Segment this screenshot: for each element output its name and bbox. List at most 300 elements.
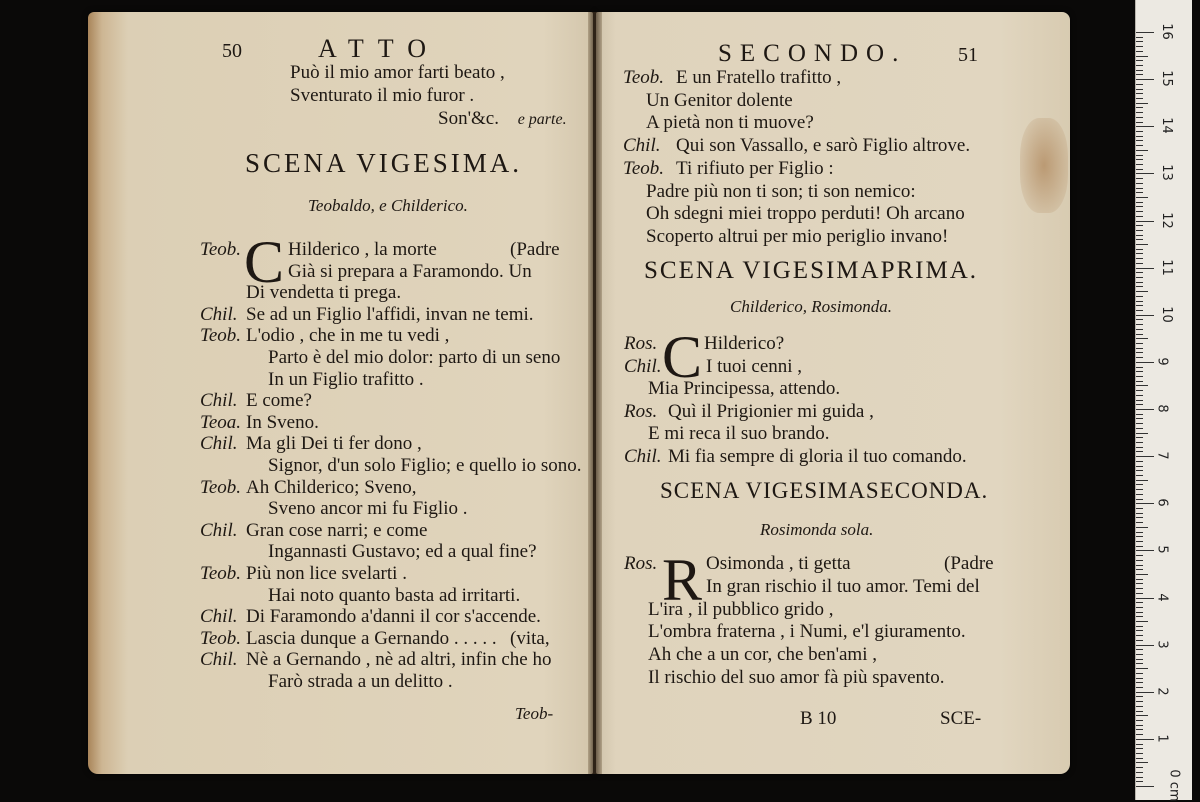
drop-cap: R	[662, 547, 703, 613]
ruler-minor-tick	[1136, 607, 1143, 608]
ruler-minor-tick	[1136, 107, 1143, 108]
ruler-minor-tick	[1136, 150, 1148, 151]
ruler-tick	[1136, 126, 1154, 127]
dialogue-text: In gran rischio il tuo amor. Temi del	[706, 575, 980, 597]
ruler-minor-tick	[1136, 678, 1143, 679]
scene-title: SCENA VIGESIMAPRIMA.	[644, 257, 979, 284]
dialogue-line	[200, 411, 319, 434]
ruler-tick	[1136, 79, 1154, 80]
ruler-minor-tick	[1136, 418, 1143, 419]
dialogue-line	[648, 644, 877, 666]
ruler-minor-tick	[1136, 159, 1143, 160]
ruler-minor-tick	[1136, 305, 1143, 306]
ruler-minor-tick	[1136, 343, 1143, 344]
catchword: Teob-	[515, 704, 554, 723]
speaker-label: Chil.	[200, 390, 238, 412]
signature-mark: B 10	[800, 708, 837, 729]
ruler-minor-tick	[1136, 225, 1143, 226]
speaker-label: Chil.	[200, 303, 238, 325]
dialogue-text: Signor, d'un solo Figlio; e quello io sono.	[268, 455, 582, 476]
dialogue-line	[268, 369, 424, 391]
ruler-minor-tick	[1136, 541, 1143, 542]
ruler-minor-tick	[1136, 706, 1143, 707]
ruler-minor-tick	[1136, 682, 1143, 683]
dialogue-line	[648, 423, 830, 445]
dialogue-line	[624, 333, 785, 355]
ruler-minor-tick	[1136, 51, 1143, 52]
ruler-minor-tick	[1136, 725, 1143, 726]
ruler-minor-tick	[1136, 626, 1143, 627]
ruler-minor-tick	[1136, 659, 1143, 660]
dialogue-text: Più non lice svelarti .	[246, 563, 407, 584]
dialogue-line	[268, 541, 537, 563]
dialogue-line	[200, 519, 428, 542]
dialogue-text: Ingannasti Gustavo; ed a qual fine?	[268, 541, 537, 563]
ruler-minor-tick	[1136, 711, 1143, 712]
ruler-minor-tick	[1136, 560, 1143, 561]
ruler-minor-tick	[1136, 687, 1143, 688]
ruler-minor-tick	[1136, 748, 1143, 749]
ruler-label: 3	[1154, 639, 1170, 649]
ruler-minor-tick	[1136, 178, 1143, 179]
ruler-label: 6	[1154, 498, 1170, 507]
ruler-tick	[1136, 786, 1154, 787]
ruler-minor-tick	[1136, 470, 1143, 471]
ruler-minor-tick	[1136, 583, 1143, 584]
ruler-minor-tick	[1136, 357, 1143, 358]
ruler-minor-tick	[1136, 249, 1143, 250]
ruler-minor-tick	[1136, 673, 1143, 674]
ruler-minor-tick	[1136, 753, 1143, 754]
dialogue-line	[200, 606, 541, 628]
dialogue-line	[623, 67, 842, 89]
scene-characters: Teobaldo, e Childerico.	[308, 196, 468, 215]
ruler-minor-tick	[1136, 546, 1143, 547]
verse-line: Può il mio amor farti beato ,	[290, 62, 505, 83]
ruler-minor-tick	[1136, 117, 1143, 118]
speaker-label: Chil.	[200, 649, 238, 671]
ruler-minor-tick	[1136, 93, 1143, 94]
ruler-label: 14	[1158, 117, 1174, 135]
ruler-minor-tick	[1136, 371, 1143, 372]
dialogue-line	[648, 621, 966, 643]
ruler-tick	[1136, 173, 1154, 174]
ruler-minor-tick	[1136, 197, 1148, 198]
ruler-tick	[1136, 409, 1154, 410]
ruler-minor-tick	[1136, 319, 1143, 320]
ruler-label: 8	[1154, 404, 1170, 413]
ruler-label: 16	[1158, 23, 1174, 40]
ruler-minor-tick	[1136, 286, 1143, 287]
ruler-minor-tick	[1136, 649, 1143, 650]
dialogue-text: Nè a Gernando , nè ad altri, infin che ho	[246, 649, 552, 671]
dialogue-text: Padre più non ti son; ti son nemico:	[646, 180, 916, 202]
ruler-tick	[1136, 32, 1154, 33]
ruler-tick	[1136, 456, 1154, 457]
stage-direction: e parte.	[517, 111, 567, 128]
ruler-minor-tick	[1136, 461, 1143, 462]
ruler-minor-tick	[1136, 630, 1143, 631]
ruler-minor-tick	[1136, 423, 1143, 424]
dialogue-text: Di vendetta ti prega.	[246, 282, 402, 304]
speaker-label: Ros.	[624, 553, 658, 574]
ruler-minor-tick	[1136, 145, 1143, 146]
ruler-tick	[1136, 692, 1154, 693]
ruler-minor-tick	[1136, 668, 1148, 669]
ruler-minor-tick	[1136, 202, 1143, 203]
exit-text: Son'&c.	[438, 108, 499, 129]
speaker-label: Teob.	[623, 67, 665, 88]
verse-line: Sventurato il mio furor .	[290, 85, 475, 106]
dialogue-line	[648, 667, 945, 689]
ruler-minor-tick	[1136, 263, 1143, 264]
dialogue-text: Di Faramondo a'danni il cor s'accende.	[246, 606, 541, 628]
dialogue-line	[646, 181, 916, 203]
ruler-minor-tick	[1136, 272, 1143, 273]
dialogue-text: Oh sdegni miei troppo perduti! Oh arcano	[646, 203, 965, 225]
left-running-head: ATTO	[318, 34, 440, 63]
ruler-minor-tick	[1136, 301, 1143, 302]
dialogue-line	[268, 585, 520, 607]
dialogue-line	[268, 455, 582, 477]
dialogue-text: Sveno ancor mi fu Figlio .	[268, 498, 468, 520]
ruler-label: 5	[1154, 545, 1170, 555]
dialogue-text: Gran cose narri; e come	[246, 519, 428, 541]
ruler-minor-tick	[1136, 777, 1143, 778]
ruler-tick	[1136, 221, 1154, 222]
dialogue-text: Il rischio del suo amor fà più spavento.	[648, 667, 945, 688]
ruler-minor-tick	[1136, 513, 1143, 514]
ruler-minor-tick	[1136, 499, 1143, 500]
ruler-minor-tick	[1136, 41, 1143, 42]
dialogue-text: Se ad un Figlio l'affidi, invan ne temi.	[246, 303, 534, 325]
speaker-label: Ros.	[624, 400, 658, 422]
dialogue-line	[200, 390, 312, 412]
dialogue-text: Hilderico?	[704, 333, 785, 354]
speaker-label: Ros.	[624, 333, 658, 354]
ruler-minor-tick	[1136, 390, 1143, 391]
ruler-minor-tick	[1136, 164, 1143, 165]
ruler-minor-tick	[1136, 230, 1143, 231]
dialogue-text: In un Figlio trafitto .	[268, 368, 424, 390]
dialogue-line	[646, 226, 948, 248]
ruler-minor-tick	[1136, 466, 1143, 467]
ruler-label: 7	[1154, 451, 1170, 460]
ruler-minor-tick	[1136, 569, 1143, 570]
ruler-tick	[1136, 645, 1154, 646]
ruler-minor-tick	[1136, 206, 1143, 207]
dialogue-text: Già si prepara a Faramondo. Un	[288, 260, 532, 282]
ruler-minor-tick	[1136, 451, 1143, 452]
catchword: SCE-	[940, 708, 982, 729]
ruler-label: 9	[1154, 357, 1170, 366]
ruler-minor-tick	[1136, 192, 1143, 193]
measurement-ruler	[1135, 0, 1192, 800]
ruler-minor-tick	[1136, 334, 1143, 335]
dialogue-text: Qui son Vassallo, e sarò Figlio altrove.	[676, 135, 971, 157]
ruler-minor-tick	[1136, 56, 1148, 57]
ruler-minor-tick	[1136, 136, 1143, 137]
dialogue-text: A pietà non ti muove?	[646, 112, 814, 134]
ruler-minor-tick	[1136, 527, 1148, 528]
ruler-minor-tick	[1136, 400, 1143, 401]
aside-text: (Padre	[944, 553, 994, 574]
aside-text: (Padre	[510, 239, 560, 260]
ruler-tick	[1136, 268, 1154, 269]
ruler-minor-tick	[1136, 381, 1143, 382]
dialogue-line	[288, 261, 532, 283]
speaker-label: Teob.	[200, 239, 242, 260]
ruler-minor-tick	[1136, 310, 1143, 311]
ruler-label: 1	[1154, 734, 1170, 743]
scene-title: SCENA VIGESIMASECONDA.	[660, 478, 989, 503]
ruler-minor-tick	[1136, 437, 1143, 438]
ruler-minor-tick	[1136, 338, 1148, 339]
right-page-number: 51	[958, 44, 978, 66]
ruler-minor-tick	[1136, 621, 1148, 622]
ruler-minor-tick	[1136, 183, 1143, 184]
ruler-minor-tick	[1136, 734, 1143, 735]
ruler-minor-tick	[1136, 640, 1143, 641]
dialogue-line	[624, 355, 803, 378]
speaker-label: Chil.	[200, 519, 238, 541]
dialogue-text: Scoperto altrui per mio periglio invano!	[646, 225, 949, 247]
ruler-minor-tick	[1136, 291, 1148, 292]
dialogue-line	[648, 378, 840, 400]
drop-cap: C	[662, 324, 703, 390]
ruler-minor-tick	[1136, 635, 1143, 636]
speaker-label: Chil.	[200, 433, 238, 455]
ruler-minor-tick	[1136, 588, 1143, 589]
ruler-minor-tick	[1136, 767, 1143, 768]
dialogue-text: Parto è del mio dolor: parto di un seno	[268, 347, 561, 368]
ruler-minor-tick	[1136, 663, 1143, 664]
speaker-label: Chil.	[624, 355, 662, 377]
ruler-minor-tick	[1136, 574, 1148, 575]
ruler-label: 15	[1158, 70, 1174, 87]
ruler-minor-tick	[1136, 253, 1143, 254]
ruler-minor-tick	[1136, 296, 1143, 297]
ruler-minor-tick	[1136, 428, 1143, 429]
dialogue-line	[624, 400, 874, 423]
dialogue-text: Ah che a un cor, che ben'ami ,	[648, 644, 877, 666]
dialogue-line	[623, 135, 971, 157]
dialogue-line	[200, 239, 437, 261]
ruler-minor-tick	[1136, 235, 1143, 236]
dialogue-text: E mi reca il suo brando.	[648, 423, 830, 444]
ruler-minor-tick	[1136, 654, 1143, 655]
ruler-minor-tick	[1136, 447, 1143, 448]
dialogue-line	[624, 553, 851, 575]
speaker-label: Chil.	[200, 606, 238, 628]
dialogue-line	[268, 671, 453, 693]
speaker-label: Teob.	[200, 627, 242, 649]
ruler-minor-tick	[1136, 385, 1148, 386]
dialogue-text: E come?	[246, 390, 312, 412]
ruler-minor-tick	[1136, 131, 1143, 132]
ruler-minor-tick	[1136, 522, 1143, 523]
ruler-minor-tick	[1136, 715, 1148, 716]
ruler-minor-tick	[1136, 517, 1143, 518]
ruler-minor-tick	[1136, 244, 1148, 245]
dialogue-line	[268, 347, 560, 369]
ruler-minor-tick	[1136, 433, 1148, 434]
ruler-minor-tick	[1136, 367, 1143, 368]
dialogue-text: Hilderico , la morte	[288, 239, 437, 260]
ruler-minor-tick	[1136, 169, 1143, 170]
ruler-minor-tick	[1136, 781, 1143, 782]
ruler-minor-tick	[1136, 489, 1143, 490]
page-stain	[1020, 118, 1068, 213]
dialogue-line	[646, 90, 793, 112]
ruler-minor-tick	[1136, 112, 1143, 113]
aside-text: (vita,	[510, 627, 550, 649]
dialogue-text: I tuoi cenni ,	[706, 355, 803, 377]
dialogue-line	[624, 445, 967, 468]
dialogue-text: Ti rifiuto per Figlio :	[676, 157, 834, 179]
ruler-minor-tick	[1136, 480, 1148, 481]
ruler-minor-tick	[1136, 282, 1143, 283]
scene-characters: Rosimonda sola.	[760, 520, 874, 539]
dialogue-text: In Sveno.	[246, 411, 319, 433]
ruler-minor-tick	[1136, 348, 1143, 349]
scene-title: SCENA VIGESIMA.	[245, 148, 523, 178]
ruler-label: 2	[1154, 687, 1170, 696]
dialogue-line	[200, 476, 417, 499]
ruler-minor-tick	[1136, 98, 1143, 99]
ruler-minor-tick	[1136, 762, 1148, 763]
ruler-tick	[1136, 362, 1154, 363]
ruler-minor-tick	[1136, 729, 1143, 730]
ruler-minor-tick	[1136, 122, 1143, 123]
ruler-minor-tick	[1136, 103, 1148, 104]
dialogue-line	[200, 433, 422, 455]
ruler-minor-tick	[1136, 37, 1143, 38]
ruler-minor-tick	[1136, 140, 1143, 141]
dialogue-text: Ma gli Dei ti fer dono ,	[246, 433, 422, 455]
dialogue-text: L'ombra fraterna , i Numi, e'l giuramento.	[648, 621, 966, 643]
dialogue-line	[200, 325, 450, 347]
ruler-minor-tick	[1136, 89, 1143, 90]
right-running-head: SECONDO.	[718, 40, 907, 67]
ruler-minor-tick	[1136, 579, 1143, 580]
ruler-minor-tick	[1136, 565, 1143, 566]
dialogue-line	[706, 576, 980, 598]
dialogue-line	[246, 282, 401, 304]
speaker-label: Teob.	[623, 157, 665, 179]
ruler-minor-tick	[1136, 188, 1143, 189]
ruler-minor-tick	[1136, 324, 1143, 325]
ruler-minor-tick	[1136, 404, 1143, 405]
dialogue-text: Quì il Prigionier mi guida ,	[668, 400, 874, 422]
dialogue-text: Un Genitor dolente	[646, 89, 793, 111]
ruler-minor-tick	[1136, 65, 1143, 66]
dialogue-line	[200, 303, 534, 326]
dialogue-text: Lascia dunque a Gernando . . . . .	[246, 627, 497, 649]
ruler-minor-tick	[1136, 84, 1143, 85]
dialogue-text: Mia Principessa, attendo.	[648, 378, 841, 399]
ruler-minor-tick	[1136, 352, 1143, 353]
ruler-minor-tick	[1136, 376, 1143, 377]
speaker-label: Chil.	[624, 445, 662, 467]
ruler-minor-tick	[1136, 414, 1143, 415]
dialogue-text: L'odio , che in me tu vedi ,	[246, 325, 450, 347]
ruler-minor-tick	[1136, 74, 1143, 75]
ruler-minor-tick	[1136, 239, 1143, 240]
ruler-tick	[1136, 315, 1154, 316]
ruler-minor-tick	[1136, 494, 1143, 495]
ruler-minor-tick	[1136, 277, 1143, 278]
ruler-minor-tick	[1136, 329, 1143, 330]
ruler-tick	[1136, 739, 1154, 740]
ruler-minor-tick	[1136, 442, 1143, 443]
dialogue-line	[268, 498, 467, 520]
ruler-minor-tick	[1136, 602, 1143, 603]
dialogue-line	[648, 599, 833, 621]
ruler-minor-tick	[1136, 508, 1143, 509]
ruler-minor-tick	[1136, 555, 1143, 556]
ruler-label: 4	[1154, 592, 1170, 602]
speaker-label: Teoa.	[200, 411, 242, 433]
ruler-minor-tick	[1136, 758, 1143, 759]
ruler-label: 0 cm	[1166, 769, 1182, 802]
drop-cap: C	[244, 229, 285, 295]
dialogue-line	[646, 203, 965, 225]
speaker-label: Teob.	[200, 325, 242, 347]
dialogue-line	[200, 649, 552, 671]
ruler-minor-tick	[1136, 46, 1143, 47]
exit-line	[438, 108, 567, 131]
dialogue-text: E un Fratello trafitto ,	[676, 67, 842, 88]
ruler-minor-tick	[1136, 532, 1143, 533]
dialogue-text: Osimonda , ti getta	[706, 553, 851, 574]
scene-characters: Childerico, Rosimonda.	[730, 297, 892, 316]
dialogue-text: L'ira , il pubblico grido ,	[648, 598, 834, 620]
dialogue-line	[200, 563, 407, 585]
ruler-label: 10	[1158, 305, 1174, 323]
ruler-minor-tick	[1136, 701, 1143, 702]
ruler-minor-tick	[1136, 60, 1143, 61]
ruler-minor-tick	[1136, 612, 1143, 613]
ruler-minor-tick	[1136, 744, 1143, 745]
ruler-minor-tick	[1136, 484, 1143, 485]
ruler-minor-tick	[1136, 395, 1143, 396]
left-page-number: 50	[222, 40, 242, 62]
ruler-label: 11	[1158, 258, 1174, 276]
dialogue-line	[646, 112, 814, 134]
dialogue-line	[200, 627, 497, 650]
ruler-minor-tick	[1136, 258, 1143, 259]
dialogue-text: Hai noto quanto basta ad irritarti.	[268, 584, 521, 606]
dialogue-text: Farò strada a un delitto .	[268, 671, 453, 692]
ruler-minor-tick	[1136, 155, 1143, 156]
speaker-label: Teob.	[200, 563, 242, 584]
ruler-minor-tick	[1136, 211, 1143, 212]
book-gutter	[588, 12, 602, 774]
ruler-minor-tick	[1136, 720, 1143, 721]
ruler-label: 12	[1158, 211, 1174, 229]
ruler-tick	[1136, 598, 1154, 599]
ruler-minor-tick	[1136, 616, 1143, 617]
speaker-label: Chil.	[623, 135, 661, 157]
dialogue-line	[623, 157, 834, 180]
speaker-label: Teob.	[200, 476, 242, 498]
ruler-tick	[1136, 503, 1154, 504]
ruler-tick	[1136, 550, 1154, 551]
ruler-minor-tick	[1136, 475, 1143, 476]
ruler-minor-tick	[1136, 70, 1143, 71]
ruler-label: 13	[1158, 164, 1174, 182]
